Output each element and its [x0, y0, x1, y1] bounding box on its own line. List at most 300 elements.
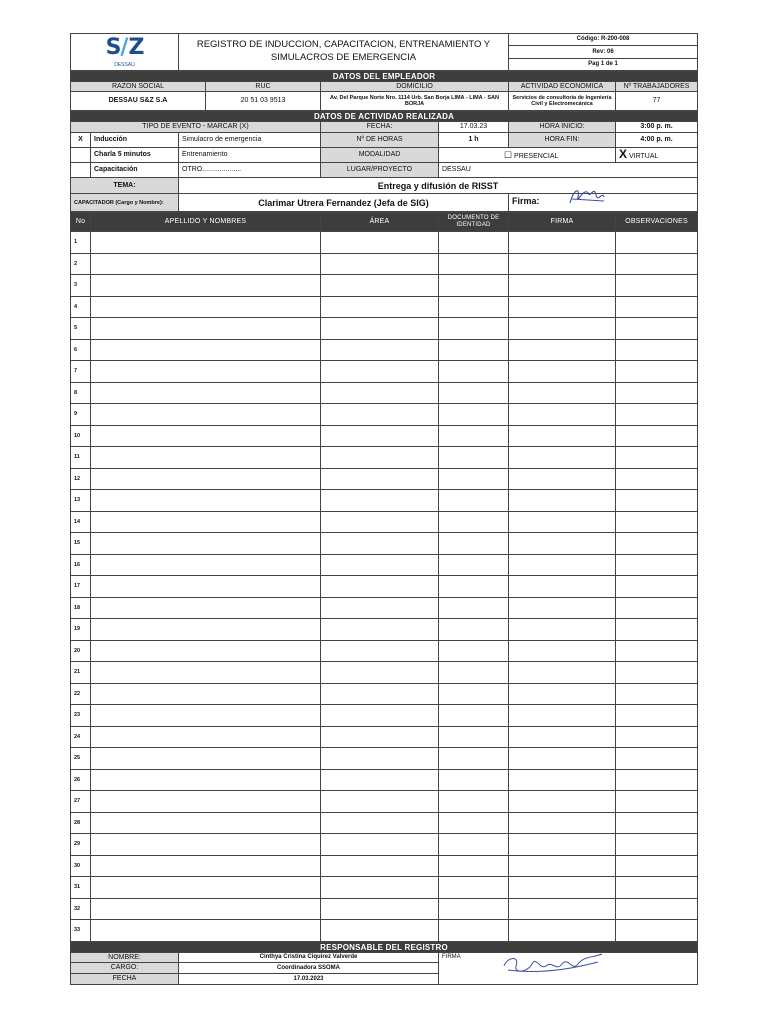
tema-label: TEMA:	[71, 178, 179, 194]
row-nombres-cell[interactable]	[91, 705, 321, 727]
row-documento-cell[interactable]	[439, 232, 509, 254]
row-number: 26	[71, 769, 91, 791]
row-nombres-cell[interactable]	[91, 834, 321, 856]
hora-inicio-value: 3:00 p. m.	[616, 122, 698, 133]
row-documento-cell[interactable]	[439, 662, 509, 684]
responsible-signature	[498, 948, 610, 978]
form-sheet	[70, 33, 697, 985]
row-firma-cell[interactable]	[509, 576, 616, 598]
row-observaciones-cell[interactable]	[616, 920, 698, 942]
row-firma-cell[interactable]	[509, 705, 616, 727]
table-row	[71, 490, 698, 512]
employer-section	[70, 71, 698, 111]
trabajadores-header: Nº TRABAJADORES	[616, 82, 698, 92]
row-firma-cell[interactable]	[509, 748, 616, 770]
row-area-cell[interactable]	[321, 920, 439, 942]
row-firma-cell[interactable]	[509, 232, 616, 254]
row-documento-cell[interactable]	[439, 898, 509, 920]
row-nombres-cell[interactable]	[91, 275, 321, 297]
row-number: 6	[71, 339, 91, 361]
table-row	[71, 253, 698, 275]
row-area-cell[interactable]	[321, 468, 439, 490]
lugar-label: LUGAR/PROYECTO	[321, 163, 439, 178]
tema-value: Entrega y difusión de RISST	[179, 178, 698, 194]
table-row	[71, 683, 698, 705]
row-documento-cell[interactable]	[439, 705, 509, 727]
row-number: 9	[71, 404, 91, 426]
table-row	[71, 339, 698, 361]
row-number: 4	[71, 296, 91, 318]
row-nombres-cell[interactable]	[91, 920, 321, 942]
row-area-cell[interactable]	[321, 855, 439, 877]
row-documento-cell[interactable]	[439, 318, 509, 340]
lugar-value: DESSAU	[439, 163, 698, 178]
virtual-option[interactable]	[616, 148, 698, 163]
col-no: No	[71, 213, 91, 232]
row-documento-cell[interactable]	[439, 619, 509, 641]
domicilio-value: Av. Del Parque Norte Nro. 1114 Urb. San Borja LIMA - LIMA - SAN BORJA	[321, 92, 509, 111]
capacitador-signature	[566, 183, 608, 211]
row-firma-cell[interactable]	[509, 382, 616, 404]
row-nombres-cell[interactable]	[91, 597, 321, 619]
resp-cargo-value: Coordinadora SSOMA	[179, 963, 439, 974]
row-area-cell[interactable]	[321, 533, 439, 555]
row-documento-cell[interactable]	[439, 253, 509, 275]
row-area-cell[interactable]	[321, 791, 439, 813]
row-observaciones-cell[interactable]	[616, 533, 698, 555]
row-firma-cell[interactable]	[509, 898, 616, 920]
row-number: 33	[71, 920, 91, 942]
induccion-label: Inducción	[91, 133, 179, 148]
charla-checkbox[interactable]	[71, 148, 91, 163]
row-number: 31	[71, 877, 91, 899]
row-observaciones-cell[interactable]	[616, 382, 698, 404]
row-area-cell[interactable]	[321, 576, 439, 598]
row-nombres-cell[interactable]	[91, 898, 321, 920]
presencial-label: PRESENCIAL	[514, 152, 559, 160]
activity-section-title: DATOS DE ACTIVIDAD REALIZADA	[71, 112, 698, 122]
col-observaciones: OBSERVACIONES	[616, 213, 698, 232]
row-observaciones-cell[interactable]	[616, 490, 698, 512]
row-observaciones-cell[interactable]	[616, 619, 698, 641]
row-observaciones-cell[interactable]	[616, 898, 698, 920]
row-firma-cell[interactable]	[509, 447, 616, 469]
row-firma-cell[interactable]	[509, 834, 616, 856]
row-area-cell[interactable]	[321, 640, 439, 662]
row-documento-cell[interactable]	[439, 533, 509, 555]
table-row	[71, 619, 698, 641]
row-number: 30	[71, 855, 91, 877]
row-firma-cell[interactable]	[509, 511, 616, 533]
table-row	[71, 726, 698, 748]
table-row	[71, 318, 698, 340]
row-nombres-cell[interactable]	[91, 404, 321, 426]
row-number: 29	[71, 834, 91, 856]
table-row	[71, 898, 698, 920]
row-observaciones-cell[interactable]	[616, 662, 698, 684]
table-row	[71, 447, 698, 469]
row-observaciones-cell[interactable]	[616, 576, 698, 598]
table-row	[71, 834, 698, 856]
row-area-cell[interactable]	[321, 619, 439, 641]
horas-value: 1 h	[439, 133, 509, 148]
presencial-checkbox[interactable]: ☐	[504, 149, 513, 160]
row-area-cell[interactable]	[321, 662, 439, 684]
row-observaciones-cell[interactable]	[616, 425, 698, 447]
table-row	[71, 361, 698, 383]
row-firma-cell[interactable]	[509, 683, 616, 705]
row-area-cell[interactable]	[321, 382, 439, 404]
row-nombres-cell[interactable]	[91, 619, 321, 641]
row-documento-cell[interactable]	[439, 490, 509, 512]
capacitador-firma-label: Firma:	[512, 196, 540, 207]
row-firma-cell[interactable]	[509, 275, 616, 297]
row-documento-cell[interactable]	[439, 855, 509, 877]
row-documento-cell[interactable]	[439, 468, 509, 490]
row-area-cell[interactable]	[321, 232, 439, 254]
row-observaciones-cell[interactable]	[616, 339, 698, 361]
hora-fin-value: 4:00 p. m.	[616, 133, 698, 148]
row-firma-cell[interactable]	[509, 425, 616, 447]
table-row	[71, 511, 698, 533]
company-logo: S/Z DESSAU	[71, 34, 179, 71]
table-row	[71, 920, 698, 942]
row-firma-cell[interactable]	[509, 769, 616, 791]
table-row	[71, 855, 698, 877]
capacitacion-label: Capacitación	[91, 163, 179, 178]
row-firma-cell[interactable]	[509, 920, 616, 942]
row-observaciones-cell[interactable]	[616, 726, 698, 748]
row-firma-cell[interactable]	[509, 361, 616, 383]
row-area-cell[interactable]	[321, 683, 439, 705]
row-number: 18	[71, 597, 91, 619]
row-area-cell[interactable]	[321, 898, 439, 920]
row-number: 24	[71, 726, 91, 748]
row-number: 28	[71, 812, 91, 834]
modalidad-label: MODALIDAD	[321, 148, 439, 163]
table-row	[71, 662, 698, 684]
row-number: 22	[71, 683, 91, 705]
row-firma-cell[interactable]	[509, 296, 616, 318]
row-observaciones-cell[interactable]	[616, 877, 698, 899]
row-nombres-cell[interactable]	[91, 554, 321, 576]
row-number: 23	[71, 705, 91, 727]
col-area: ÁREA	[321, 213, 439, 232]
capacitacion-checkbox[interactable]	[71, 163, 91, 178]
ruc-header: RUC	[206, 82, 321, 92]
row-area-cell[interactable]	[321, 425, 439, 447]
fecha-value: 17.03.23	[439, 122, 509, 133]
row-nombres-cell[interactable]	[91, 683, 321, 705]
domicilio-header: DOMICILIO	[321, 82, 509, 92]
row-area-cell[interactable]	[321, 361, 439, 383]
form-page-number: Pag 1 de 1	[509, 58, 698, 70]
row-number: 17	[71, 576, 91, 598]
form-code: Código: R-200-008	[509, 34, 698, 46]
row-observaciones-cell[interactable]	[616, 855, 698, 877]
row-number: 32	[71, 898, 91, 920]
responsible-section-title: RESPONSABLE DEL REGISTRO	[71, 942, 698, 952]
row-documento-cell[interactable]	[439, 382, 509, 404]
row-nombres-cell[interactable]	[91, 791, 321, 813]
row-documento-cell[interactable]	[439, 404, 509, 426]
row-documento-cell[interactable]	[439, 275, 509, 297]
row-observaciones-cell[interactable]	[616, 318, 698, 340]
row-firma-cell[interactable]	[509, 619, 616, 641]
row-area-cell[interactable]	[321, 834, 439, 856]
actividad-header: ACTIVIDAD ECONÓMICA	[509, 82, 616, 92]
row-firma-cell[interactable]	[509, 640, 616, 662]
row-documento-cell[interactable]	[439, 576, 509, 598]
table-row	[71, 425, 698, 447]
row-observaciones-cell[interactable]	[616, 447, 698, 469]
form-title: REGISTRO DE INDUCCION, CAPACITACION, ENTRENAMIENTO Y SIMULACROS DE EMERGENCIA	[179, 34, 509, 71]
row-area-cell[interactable]	[321, 296, 439, 318]
row-documento-cell[interactable]	[439, 726, 509, 748]
table-row	[71, 404, 698, 426]
row-area-cell[interactable]	[321, 705, 439, 727]
row-firma-cell[interactable]	[509, 533, 616, 555]
row-nombres-cell[interactable]	[91, 769, 321, 791]
row-observaciones-cell[interactable]	[616, 468, 698, 490]
row-documento-cell[interactable]	[439, 339, 509, 361]
row-firma-cell[interactable]	[509, 597, 616, 619]
resp-fecha-value: 17.03.2023	[179, 974, 439, 985]
row-observaciones-cell[interactable]	[616, 404, 698, 426]
row-area-cell[interactable]	[321, 769, 439, 791]
row-documento-cell[interactable]	[439, 597, 509, 619]
row-documento-cell[interactable]	[439, 920, 509, 942]
row-firma-cell[interactable]	[509, 468, 616, 490]
table-row	[71, 382, 698, 404]
row-nombres-cell[interactable]	[91, 232, 321, 254]
row-observaciones-cell[interactable]	[616, 683, 698, 705]
row-documento-cell[interactable]	[439, 447, 509, 469]
row-observaciones-cell[interactable]	[616, 640, 698, 662]
row-firma-cell[interactable]	[509, 490, 616, 512]
row-number: 20	[71, 640, 91, 662]
row-documento-cell[interactable]	[439, 511, 509, 533]
row-number: 19	[71, 619, 91, 641]
row-firma-cell[interactable]	[509, 554, 616, 576]
row-documento-cell[interactable]	[439, 834, 509, 856]
col-firma: FIRMA	[509, 213, 616, 232]
row-firma-cell[interactable]	[509, 339, 616, 361]
row-area-cell[interactable]	[321, 318, 439, 340]
row-documento-cell[interactable]	[439, 812, 509, 834]
row-nombres-cell[interactable]	[91, 576, 321, 598]
row-number: 21	[71, 662, 91, 684]
table-row	[71, 769, 698, 791]
row-nombres-cell[interactable]	[91, 339, 321, 361]
row-number: 11	[71, 447, 91, 469]
row-nombres-cell[interactable]	[91, 382, 321, 404]
row-number: 14	[71, 511, 91, 533]
row-nombres-cell[interactable]	[91, 640, 321, 662]
col-documento: DOCUMENTO DE IDENTIDAD	[439, 213, 509, 232]
row-firma-cell[interactable]	[509, 662, 616, 684]
resp-firma-label: FIRMA	[442, 954, 461, 961]
row-area-cell[interactable]	[321, 748, 439, 770]
row-observaciones-cell[interactable]	[616, 361, 698, 383]
row-observaciones-cell[interactable]	[616, 232, 698, 254]
trabajadores-value: 77	[616, 92, 698, 111]
row-area-cell[interactable]	[321, 554, 439, 576]
charla-label: Charla 5 minutos	[91, 148, 179, 163]
row-nombres-cell[interactable]	[91, 468, 321, 490]
table-row	[71, 275, 698, 297]
table-row	[71, 576, 698, 598]
row-number: 10	[71, 425, 91, 447]
row-firma-cell[interactable]	[509, 812, 616, 834]
row-firma-cell[interactable]	[509, 404, 616, 426]
table-row	[71, 748, 698, 770]
table-row	[71, 705, 698, 727]
employer-section-title: DATOS DEL EMPLEADOR	[71, 72, 698, 82]
row-area-cell[interactable]	[321, 511, 439, 533]
row-nombres-cell[interactable]	[91, 812, 321, 834]
row-number: 16	[71, 554, 91, 576]
row-nombres-cell[interactable]	[91, 662, 321, 684]
row-observaciones-cell[interactable]	[616, 705, 698, 727]
induccion-checkbox[interactable]: X	[71, 133, 91, 148]
row-number: 1	[71, 232, 91, 254]
row-nombres-cell[interactable]	[91, 296, 321, 318]
row-number: 5	[71, 318, 91, 340]
razon-social-header: RAZON SOCIAL	[71, 82, 206, 92]
presencial-option[interactable]	[439, 148, 616, 163]
row-firma-cell[interactable]	[509, 318, 616, 340]
row-area-cell[interactable]	[321, 275, 439, 297]
row-nombres-cell[interactable]	[91, 748, 321, 770]
entrenamiento-option[interactable]: Entrenamiento	[179, 148, 321, 163]
row-firma-cell[interactable]	[509, 253, 616, 275]
row-firma-cell[interactable]	[509, 855, 616, 877]
row-nombres-cell[interactable]	[91, 253, 321, 275]
row-number: 3	[71, 275, 91, 297]
row-documento-cell[interactable]	[439, 361, 509, 383]
row-area-cell[interactable]	[321, 597, 439, 619]
row-area-cell[interactable]	[321, 253, 439, 275]
row-number: 12	[71, 468, 91, 490]
horas-label: Nº DE HORAS	[321, 133, 439, 148]
actividad-value: Servicios de consultoría de Ingeniería Civil y Electromecánica	[509, 92, 616, 111]
table-row	[71, 640, 698, 662]
hora-fin-label: HORA FIN:	[509, 133, 616, 148]
hora-inicio-label: HORA INICIO:	[509, 122, 616, 133]
row-area-cell[interactable]	[321, 877, 439, 899]
row-observaciones-cell[interactable]	[616, 511, 698, 533]
row-number: 13	[71, 490, 91, 512]
row-nombres-cell[interactable]	[91, 447, 321, 469]
capacitador-value: Clarimar Utrera Fernandez (Jefa de SIG)	[179, 194, 509, 212]
table-row	[71, 812, 698, 834]
row-area-cell[interactable]	[321, 726, 439, 748]
table-row	[71, 533, 698, 555]
row-nombres-cell[interactable]	[91, 726, 321, 748]
row-firma-cell[interactable]	[509, 726, 616, 748]
row-number: 2	[71, 253, 91, 275]
row-observaciones-cell[interactable]	[616, 748, 698, 770]
row-documento-cell[interactable]	[439, 791, 509, 813]
virtual-checkbox[interactable]: X	[619, 147, 628, 162]
row-observaciones-cell[interactable]	[616, 791, 698, 813]
simulacro-option[interactable]: Simulacro de emergencia	[179, 133, 321, 148]
virtual-label: VIRTUAL	[628, 153, 659, 161]
razon-social-value: DESSAU S&Z S.A	[71, 92, 206, 111]
row-number: 8	[71, 382, 91, 404]
table-row	[71, 597, 698, 619]
table-row	[71, 296, 698, 318]
table-row	[71, 791, 698, 813]
row-nombres-cell[interactable]	[91, 855, 321, 877]
row-area-cell[interactable]	[321, 404, 439, 426]
row-nombres-cell[interactable]	[91, 425, 321, 447]
tipo-evento-label: TIPO DE EVENTO - MARCAR (X)	[71, 122, 321, 133]
table-row	[71, 877, 698, 899]
row-documento-cell[interactable]	[439, 683, 509, 705]
row-number: 7	[71, 361, 91, 383]
otro-option[interactable]: OTRO....................	[179, 163, 321, 178]
row-area-cell[interactable]	[321, 490, 439, 512]
row-documento-cell[interactable]	[439, 877, 509, 899]
table-row	[71, 554, 698, 576]
attendance-rows	[71, 232, 698, 942]
row-nombres-cell[interactable]	[91, 877, 321, 899]
row-area-cell[interactable]	[321, 339, 439, 361]
row-nombres-cell[interactable]	[91, 318, 321, 340]
ruc-value: 20 51 03 9513	[206, 92, 321, 111]
form-header	[70, 33, 698, 71]
row-documento-cell[interactable]	[439, 640, 509, 662]
row-observaciones-cell[interactable]	[616, 275, 698, 297]
resp-cargo-label: CARGO:	[71, 963, 179, 974]
row-firma-cell[interactable]	[509, 877, 616, 899]
row-observaciones-cell[interactable]	[616, 253, 698, 275]
row-number: 15	[71, 533, 91, 555]
resp-nombre-label: NOMBRE:	[71, 953, 179, 963]
row-documento-cell[interactable]	[439, 748, 509, 770]
row-nombres-cell[interactable]	[91, 490, 321, 512]
attendance-table	[70, 212, 698, 942]
row-observaciones-cell[interactable]	[616, 296, 698, 318]
row-documento-cell[interactable]	[439, 425, 509, 447]
row-area-cell[interactable]	[321, 812, 439, 834]
row-area-cell[interactable]	[321, 447, 439, 469]
row-number: 27	[71, 791, 91, 813]
resp-fecha-label: FECHA	[71, 974, 179, 985]
row-documento-cell[interactable]	[439, 296, 509, 318]
row-firma-cell[interactable]	[509, 791, 616, 813]
col-nombres: APELLIDO Y NOMBRES	[91, 213, 321, 232]
fecha-label: FECHA:	[321, 122, 439, 133]
row-documento-cell[interactable]	[439, 554, 509, 576]
form-revision: Rev: 06	[509, 46, 698, 58]
row-documento-cell[interactable]	[439, 769, 509, 791]
table-row	[71, 232, 698, 254]
row-observaciones-cell[interactable]	[616, 554, 698, 576]
row-number: 25	[71, 748, 91, 770]
row-observaciones-cell[interactable]	[616, 769, 698, 791]
row-nombres-cell[interactable]	[91, 361, 321, 383]
row-observaciones-cell[interactable]	[616, 597, 698, 619]
row-nombres-cell[interactable]	[91, 511, 321, 533]
capacitador-label: CAPACITADOR (Cargo y Nombre):	[71, 194, 179, 212]
resp-nombre-value: Cinthya Cristina Ciquirez Valverde	[179, 953, 439, 963]
row-observaciones-cell[interactable]	[616, 812, 698, 834]
row-observaciones-cell[interactable]	[616, 834, 698, 856]
row-nombres-cell[interactable]	[91, 533, 321, 555]
